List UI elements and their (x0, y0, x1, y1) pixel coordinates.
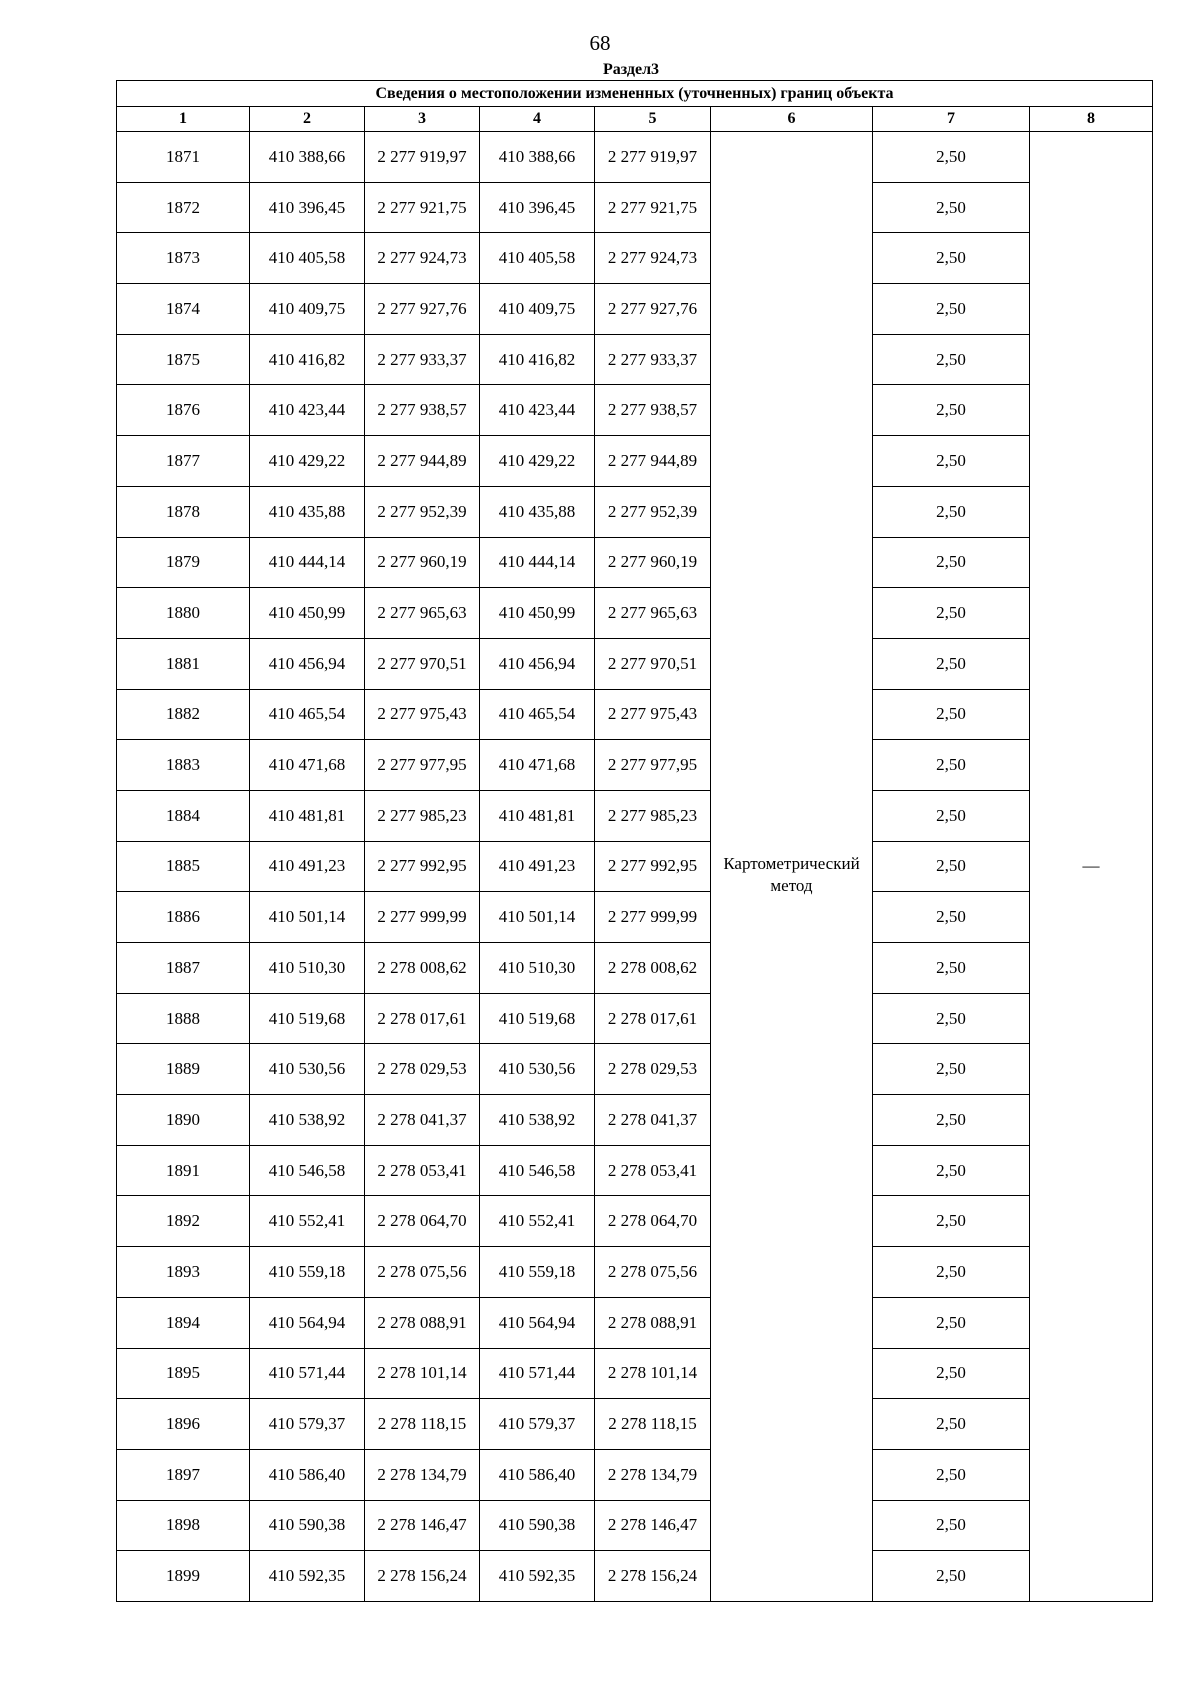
table-row (117, 790, 1153, 841)
y-coordinate-cell: 2 277 992,95 (595, 841, 711, 892)
x-coordinate-cell: 410 465,54 (480, 689, 595, 740)
table-row (117, 132, 1153, 183)
y-coordinate-cell: 2 277 985,23 (365, 790, 480, 841)
table-row (117, 1399, 1153, 1450)
y-coordinate-cell: 2 277 924,73 (595, 233, 711, 284)
x-coordinate-cell: 410 590,38 (250, 1500, 365, 1551)
y-coordinate-cell: 2 277 927,76 (365, 284, 480, 335)
point-number-cell: 1894 (117, 1297, 250, 1348)
y-coordinate-cell: 2 277 944,89 (595, 436, 711, 487)
y-coordinate-cell: 2 278 041,37 (595, 1095, 711, 1146)
y-coordinate-cell: 2 278 118,15 (365, 1399, 480, 1450)
accuracy-cell: 2,50 (873, 1449, 1030, 1500)
y-coordinate-cell: 2 277 919,97 (365, 132, 480, 183)
x-coordinate-cell: 410 471,68 (250, 740, 365, 791)
x-coordinate-cell: 410 519,68 (480, 993, 595, 1044)
y-coordinate-cell: 2 278 088,91 (365, 1297, 480, 1348)
accuracy-cell: 2,50 (873, 689, 1030, 740)
x-coordinate-cell: 410 450,99 (250, 588, 365, 639)
x-coordinate-cell: 410 538,92 (480, 1095, 595, 1146)
x-coordinate-cell: 410 501,14 (480, 892, 595, 943)
y-coordinate-cell: 2 278 118,15 (595, 1399, 711, 1450)
x-coordinate-cell: 410 456,94 (480, 638, 595, 689)
table-row (117, 233, 1153, 284)
y-coordinate-cell: 2 277 965,63 (365, 588, 480, 639)
y-coordinate-cell: 2 278 134,79 (595, 1449, 711, 1500)
coordinates-table (116, 80, 1153, 1602)
x-coordinate-cell: 410 429,22 (480, 436, 595, 487)
x-coordinate-cell: 410 450,99 (480, 588, 595, 639)
x-coordinate-cell: 410 456,94 (250, 638, 365, 689)
x-coordinate-cell: 410 519,68 (250, 993, 365, 1044)
accuracy-cell: 2,50 (873, 1500, 1030, 1551)
x-coordinate-cell: 410 586,40 (480, 1449, 595, 1500)
x-coordinate-cell: 410 546,58 (480, 1145, 595, 1196)
x-coordinate-cell: 410 465,54 (250, 689, 365, 740)
y-coordinate-cell: 2 277 977,95 (595, 740, 711, 791)
column-number: 2 (250, 107, 365, 132)
point-number-cell: 1899 (117, 1551, 250, 1602)
y-coordinate-cell: 2 278 134,79 (365, 1449, 480, 1500)
accuracy-cell: 2,50 (873, 233, 1030, 284)
y-coordinate-cell: 2 277 985,23 (595, 790, 711, 841)
y-coordinate-cell: 2 277 952,39 (365, 486, 480, 537)
x-coordinate-cell: 410 590,38 (480, 1500, 595, 1551)
page-number: 68 (589, 31, 611, 55)
x-coordinate-cell: 410 416,82 (480, 334, 595, 385)
accuracy-cell: 2,50 (873, 537, 1030, 588)
accuracy-cell: 2,50 (873, 1348, 1030, 1399)
accuracy-cell: 2,50 (873, 1399, 1030, 1450)
table-row (117, 943, 1153, 994)
column-number: 7 (873, 107, 1030, 132)
table-row (117, 1095, 1153, 1146)
column-number: 6 (711, 107, 873, 132)
table-caption-row (117, 81, 1153, 107)
point-number-cell: 1871 (117, 132, 250, 183)
y-coordinate-cell: 2 278 008,62 (595, 943, 711, 994)
x-coordinate-cell: 410 559,18 (250, 1247, 365, 1298)
x-coordinate-cell: 410 552,41 (480, 1196, 595, 1247)
method-cell: Картометрический метод (711, 132, 873, 1602)
accuracy-cell: 2,50 (873, 1095, 1030, 1146)
y-coordinate-cell: 2 277 960,19 (365, 537, 480, 588)
y-coordinate-cell: 2 277 960,19 (595, 537, 711, 588)
x-coordinate-cell: 410 510,30 (250, 943, 365, 994)
section-title: Раздел3 (602, 61, 660, 78)
table-row (117, 334, 1153, 385)
point-number-cell: 1891 (117, 1145, 250, 1196)
accuracy-cell: 2,50 (873, 1044, 1030, 1095)
y-coordinate-cell: 2 277 992,95 (365, 841, 480, 892)
y-coordinate-cell: 2 278 053,41 (595, 1145, 711, 1196)
x-coordinate-cell: 410 592,35 (480, 1551, 595, 1602)
x-coordinate-cell: 410 510,30 (480, 943, 595, 994)
point-number-cell: 1881 (117, 638, 250, 689)
accuracy-cell: 2,50 (873, 1196, 1030, 1247)
point-number-cell: 1895 (117, 1348, 250, 1399)
y-coordinate-cell: 2 278 156,24 (595, 1551, 711, 1602)
y-coordinate-cell: 2 278 146,47 (365, 1500, 480, 1551)
accuracy-cell: 2,50 (873, 638, 1030, 689)
y-coordinate-cell: 2 278 029,53 (365, 1044, 480, 1095)
point-number-cell: 1886 (117, 892, 250, 943)
accuracy-cell: 2,50 (873, 892, 1030, 943)
point-number-cell: 1872 (117, 182, 250, 233)
x-coordinate-cell: 410 530,56 (480, 1044, 595, 1095)
y-coordinate-cell: 2 277 999,99 (365, 892, 480, 943)
y-coordinate-cell: 2 278 053,41 (365, 1145, 480, 1196)
table-row (117, 1348, 1153, 1399)
y-coordinate-cell: 2 277 924,73 (365, 233, 480, 284)
point-number-cell: 1882 (117, 689, 250, 740)
table-row (117, 182, 1153, 233)
table-row (117, 841, 1153, 892)
x-coordinate-cell: 410 571,44 (480, 1348, 595, 1399)
x-coordinate-cell: 410 388,66 (480, 132, 595, 183)
column-number: 1 (117, 107, 250, 132)
y-coordinate-cell: 2 278 146,47 (595, 1500, 711, 1551)
column-number: 5 (595, 107, 711, 132)
column-number: 4 (480, 107, 595, 132)
x-coordinate-cell: 410 592,35 (250, 1551, 365, 1602)
x-coordinate-cell: 410 491,23 (480, 841, 595, 892)
y-coordinate-cell: 2 277 975,43 (365, 689, 480, 740)
table-row (117, 1449, 1153, 1500)
y-coordinate-cell: 2 277 970,51 (365, 638, 480, 689)
accuracy-cell: 2,50 (873, 841, 1030, 892)
point-number-cell: 1888 (117, 993, 250, 1044)
y-coordinate-cell: 2 278 017,61 (595, 993, 711, 1044)
y-coordinate-cell: 2 277 933,37 (365, 334, 480, 385)
accuracy-cell: 2,50 (873, 132, 1030, 183)
accuracy-cell: 2,50 (873, 486, 1030, 537)
x-coordinate-cell: 410 564,94 (480, 1297, 595, 1348)
x-coordinate-cell: 410 435,88 (480, 486, 595, 537)
point-number-cell: 1893 (117, 1247, 250, 1298)
x-coordinate-cell: 410 423,44 (250, 385, 365, 436)
point-number-cell: 1875 (117, 334, 250, 385)
table-row (117, 486, 1153, 537)
y-coordinate-cell: 2 277 965,63 (595, 588, 711, 639)
x-coordinate-cell: 410 409,75 (250, 284, 365, 335)
x-coordinate-cell: 410 429,22 (250, 436, 365, 487)
table-row (117, 638, 1153, 689)
x-coordinate-cell: 410 396,45 (250, 182, 365, 233)
y-coordinate-cell: 2 278 156,24 (365, 1551, 480, 1602)
y-coordinate-cell: 2 277 999,99 (595, 892, 711, 943)
table-row (117, 1145, 1153, 1196)
point-number-cell: 1889 (117, 1044, 250, 1095)
accuracy-cell: 2,50 (873, 588, 1030, 639)
y-coordinate-cell: 2 277 921,75 (365, 182, 480, 233)
y-coordinate-cell: 2 278 064,70 (595, 1196, 711, 1247)
table-row (117, 284, 1153, 335)
y-coordinate-cell: 2 278 075,56 (365, 1247, 480, 1298)
x-coordinate-cell: 410 571,44 (250, 1348, 365, 1399)
accuracy-cell: 2,50 (873, 436, 1030, 487)
y-coordinate-cell: 2 277 933,37 (595, 334, 711, 385)
point-number-cell: 1873 (117, 233, 250, 284)
point-number-cell: 1896 (117, 1399, 250, 1450)
point-number-cell: 1879 (117, 537, 250, 588)
y-coordinate-cell: 2 278 075,56 (595, 1247, 711, 1298)
x-coordinate-cell: 410 481,81 (480, 790, 595, 841)
y-coordinate-cell: 2 278 064,70 (365, 1196, 480, 1247)
accuracy-cell: 2,50 (873, 943, 1030, 994)
accuracy-cell: 2,50 (873, 385, 1030, 436)
x-coordinate-cell: 410 559,18 (480, 1247, 595, 1298)
table-row (117, 588, 1153, 639)
table-row (117, 1551, 1153, 1602)
y-coordinate-cell: 2 277 970,51 (595, 638, 711, 689)
x-coordinate-cell: 410 423,44 (480, 385, 595, 436)
table-row (117, 740, 1153, 791)
y-coordinate-cell: 2 277 927,76 (595, 284, 711, 335)
table-row (117, 385, 1153, 436)
x-coordinate-cell: 410 388,66 (250, 132, 365, 183)
x-coordinate-cell: 410 579,37 (480, 1399, 595, 1450)
point-number-cell: 1897 (117, 1449, 250, 1500)
x-coordinate-cell: 410 405,58 (480, 233, 595, 284)
point-number-cell: 1880 (117, 588, 250, 639)
point-number-cell: 1890 (117, 1095, 250, 1146)
point-number-cell: 1885 (117, 841, 250, 892)
y-coordinate-cell: 2 277 938,57 (365, 385, 480, 436)
table-row (117, 1196, 1153, 1247)
table-row (117, 1247, 1153, 1298)
accuracy-cell: 2,50 (873, 1551, 1030, 1602)
x-coordinate-cell: 410 405,58 (250, 233, 365, 284)
x-coordinate-cell: 410 501,14 (250, 892, 365, 943)
point-number-cell: 1874 (117, 284, 250, 335)
x-coordinate-cell: 410 564,94 (250, 1297, 365, 1348)
point-number-cell: 1887 (117, 943, 250, 994)
y-coordinate-cell: 2 277 977,95 (365, 740, 480, 791)
table-row (117, 993, 1153, 1044)
y-coordinate-cell: 2 278 029,53 (595, 1044, 711, 1095)
column-number: 8 (1030, 107, 1153, 132)
accuracy-cell: 2,50 (873, 740, 1030, 791)
point-number-cell: 1878 (117, 486, 250, 537)
point-number-cell: 1877 (117, 436, 250, 487)
x-coordinate-cell: 410 471,68 (480, 740, 595, 791)
accuracy-cell: 2,50 (873, 182, 1030, 233)
x-coordinate-cell: 410 416,82 (250, 334, 365, 385)
y-coordinate-cell: 2 278 017,61 (365, 993, 480, 1044)
table-row (117, 1297, 1153, 1348)
point-number-cell: 1884 (117, 790, 250, 841)
table-row (117, 1044, 1153, 1095)
y-coordinate-cell: 2 278 008,62 (365, 943, 480, 994)
x-coordinate-cell: 410 491,23 (250, 841, 365, 892)
table-row (117, 892, 1153, 943)
point-number-cell: 1883 (117, 740, 250, 791)
x-coordinate-cell: 410 552,41 (250, 1196, 365, 1247)
x-coordinate-cell: 410 409,75 (480, 284, 595, 335)
table-row (117, 689, 1153, 740)
x-coordinate-cell: 410 546,58 (250, 1145, 365, 1196)
accuracy-cell: 2,50 (873, 993, 1030, 1044)
y-coordinate-cell: 2 277 952,39 (595, 486, 711, 537)
accuracy-cell: 2,50 (873, 284, 1030, 335)
y-coordinate-cell: 2 278 101,14 (365, 1348, 480, 1399)
y-coordinate-cell: 2 278 101,14 (595, 1348, 711, 1399)
column-number-row (117, 107, 1153, 132)
x-coordinate-cell: 410 444,14 (250, 537, 365, 588)
accuracy-cell: 2,50 (873, 1145, 1030, 1196)
x-coordinate-cell: 410 396,45 (480, 182, 595, 233)
y-coordinate-cell: 2 277 919,97 (595, 132, 711, 183)
table-row (117, 537, 1153, 588)
accuracy-cell: 2,50 (873, 1297, 1030, 1348)
y-coordinate-cell: 2 277 921,75 (595, 182, 711, 233)
accuracy-cell: 2,50 (873, 1247, 1030, 1298)
y-coordinate-cell: 2 277 944,89 (365, 436, 480, 487)
x-coordinate-cell: 410 538,92 (250, 1095, 365, 1146)
point-number-cell: 1876 (117, 385, 250, 436)
table-caption: Сведения о местоположении измененных (уточненных) границ объекта (117, 81, 1153, 107)
description-cell: — (1030, 132, 1153, 1602)
x-coordinate-cell: 410 530,56 (250, 1044, 365, 1095)
column-number: 3 (365, 107, 480, 132)
point-number-cell: 1898 (117, 1500, 250, 1551)
y-coordinate-cell: 2 278 088,91 (595, 1297, 711, 1348)
y-coordinate-cell: 2 278 041,37 (365, 1095, 480, 1146)
point-number-cell: 1892 (117, 1196, 250, 1247)
x-coordinate-cell: 410 435,88 (250, 486, 365, 537)
x-coordinate-cell: 410 579,37 (250, 1399, 365, 1450)
accuracy-cell: 2,50 (873, 334, 1030, 385)
y-coordinate-cell: 2 277 975,43 (595, 689, 711, 740)
x-coordinate-cell: 410 481,81 (250, 790, 365, 841)
x-coordinate-cell: 410 586,40 (250, 1449, 365, 1500)
y-coordinate-cell: 2 277 938,57 (595, 385, 711, 436)
accuracy-cell: 2,50 (873, 790, 1030, 841)
table-row (117, 436, 1153, 487)
table-row (117, 1500, 1153, 1551)
x-coordinate-cell: 410 444,14 (480, 537, 595, 588)
